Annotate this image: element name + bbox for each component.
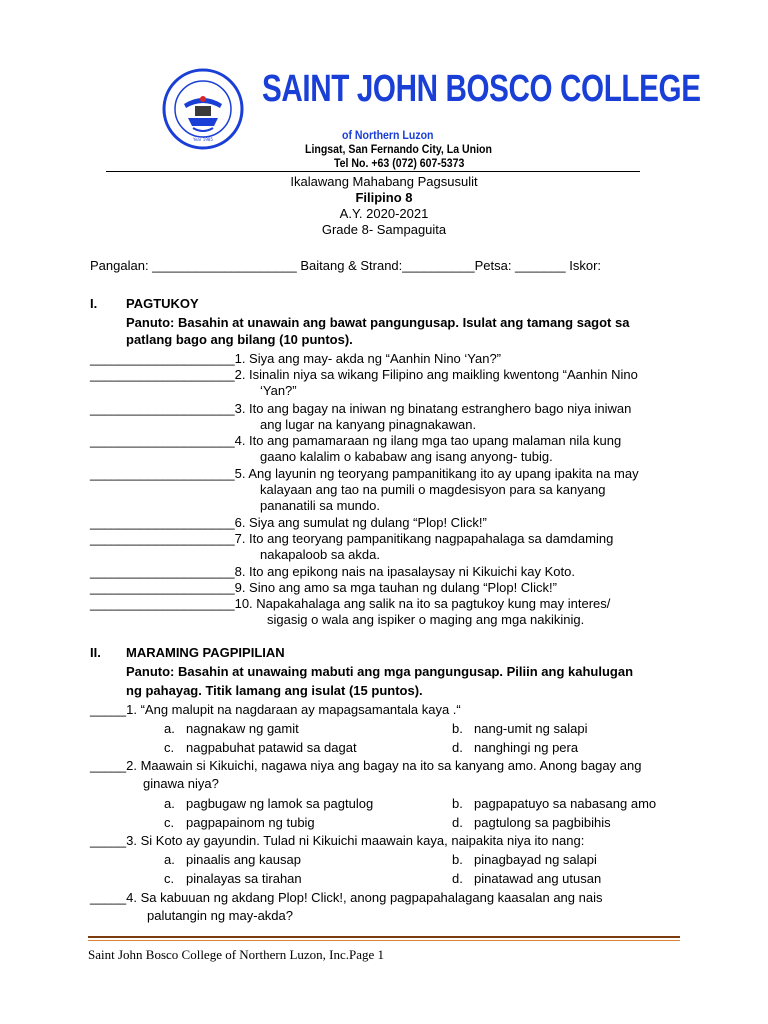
part2-question-3: _____3. Si Koto ay gayundin. Tulad ni Kikuichi maawain kaya, naipakita niya ito nang: <box>90 833 585 848</box>
q1-option-d: nanghingi ng pera <box>474 740 579 755</box>
part1-item-7: ____________________7. Ito ang teoryang pampanitikang nagpapahalaga sa damdaming <box>90 531 614 546</box>
part2-title: MARAMING PAGPIPILIAN <box>126 645 285 660</box>
part2-instruction: Panuto: Basahin at unawaing mabuti ang mga pangungusap. Piliin ang kahulugan <box>126 664 634 679</box>
footer-rule <box>88 936 680 938</box>
footer-rule-accent <box>88 940 680 941</box>
part1-instruction: Panuto: Basahin at unawain ang bawat pangungusap. Isulat ang tamang sagot sa <box>126 315 630 330</box>
college-seal-logo <box>162 68 244 150</box>
q2-option-c-letter: c. <box>164 815 175 830</box>
q2-option-b-letter: b. <box>452 796 463 811</box>
header-rule <box>106 171 640 172</box>
part2-number: II. <box>90 645 101 660</box>
part1-item-6: ____________________6. Siya ang sumulat ng dulang “Plop! Click!” <box>90 515 487 530</box>
college-telephone: Tel No. +63 (072) 607-5373 <box>334 156 465 170</box>
part1-item-2-cont: ‘Yan?” <box>260 383 297 398</box>
q3-option-c-letter: c. <box>164 871 175 886</box>
q2-option-a-letter: a. <box>164 796 175 811</box>
student-info-line: Pangalan: ____________________ Baitang & Strand:__________Petsa: _______ Iskor: <box>90 258 602 273</box>
part1-item-9: ____________________9. Sino ang amo sa mga tauhan ng dulang “Plop! Click!” <box>90 580 557 595</box>
part1-item-5-cont: kalayaan ang tao na pumili o magdesisyon para sa kanyang <box>260 482 606 497</box>
q3-option-a: pinaalis ang kausap <box>186 852 301 867</box>
part1-instruction-cont: patlang bago ang bilang (10 puntos). <box>126 332 353 347</box>
part2-question-4-cont: palutangin ng may-akda? <box>147 908 293 923</box>
q3-option-a-letter: a. <box>164 852 175 867</box>
q3-option-d: pinatawad ang utusan <box>474 871 602 886</box>
part2-instruction-cont: ng pahayag. Titik lamang ang isulat (15 puntos). <box>126 683 423 698</box>
q3-option-b-letter: b. <box>452 852 463 867</box>
part1-number: I. <box>90 296 98 311</box>
q2-option-d: pagtulong sa pagbibihis <box>474 815 611 830</box>
part1-item-5-cont2: pananatili sa mundo. <box>260 498 380 513</box>
part1-item-10-cont: sigasig o wala ang ispiker o maging ang mga nakikinig. <box>267 612 585 627</box>
q1-option-d-letter: d. <box>452 740 463 755</box>
part2-question-1: _____1. “Ang malupit na nagdaraan ay mapagsamantala kaya .“ <box>90 702 461 717</box>
part1-item-3-cont: ang lugar na kanyang pinagnakawan. <box>260 417 477 432</box>
exam-academic-year: A.Y. 2020-2021 <box>339 206 429 221</box>
q2-option-b: pagpapatuyo sa nabasang amo <box>474 796 657 811</box>
part1-item-4-cont: gaano kalalim o kababaw ang isang anyong- tubig. <box>260 449 553 464</box>
part1-item-1: ____________________1. Siya ang may- akda ng “Aanhin Nino ‘Yan?” <box>90 351 502 366</box>
q1-option-a-letter: a. <box>164 721 175 736</box>
q2-option-c: pagpapainom ng tubig <box>186 815 315 830</box>
part1-item-10: ____________________10. Napakahalaga ang salik na ito sa pagtukoy kung may interes/ <box>90 596 611 611</box>
q2-option-d-letter: d. <box>452 815 463 830</box>
college-name: SAINT JOHN BOSCO COLLEGE <box>262 68 701 110</box>
svg-text:Year 1985: Year 1985 <box>193 137 213 142</box>
page-footer: Saint John Bosco College of Northern Luzon, Inc.Page 1 <box>88 947 385 962</box>
part1-item-7-cont: nakapaloob sa akda. <box>260 547 380 562</box>
part2-question-2-cont: ginawa niya? <box>143 776 219 791</box>
part1-item-3: ____________________3. Ito ang bagay na iniwan ng binatang estranghero bago niya iniwan <box>90 401 632 416</box>
part1-item-5: ____________________5. Ang layunin ng teoryang pampanitikang ito ay upang ipakita na may <box>90 466 639 481</box>
college-address: Lingsat, San Fernando City, La Union <box>305 142 492 156</box>
part2-question-2: _____2. Maawain si Kikuichi, nagawa niya ang bagay na ito sa kanyang amo. Anong bagay ang <box>90 758 642 773</box>
exam-subject: Filipino 8 <box>355 190 413 205</box>
exam-title: Ikalawang Mahabang Pagsusulit <box>290 174 478 189</box>
q1-option-a: nagnakaw ng gamit <box>186 721 299 736</box>
q1-option-b: nang-umit ng salapi <box>474 721 588 736</box>
q3-option-c: pinalayas sa tirahan <box>186 871 302 886</box>
q1-option-b-letter: b. <box>452 721 463 736</box>
part1-item-2: ____________________2. Isinalin niya sa wikang Filipino ang maikling kwentong “Aanhin Nino <box>90 367 638 382</box>
college-subtitle: of Northern Luzon <box>342 128 434 142</box>
q2-option-a: pagbugaw ng lamok sa pagtulog <box>186 796 374 811</box>
q1-option-c-letter: c. <box>164 740 175 755</box>
q3-option-d-letter: d. <box>452 871 463 886</box>
part1-item-8: ____________________8. Ito ang epikong nais na ipasalaysay ni Kikuichi kay Koto. <box>90 564 575 579</box>
exam-grade-section: Grade 8- Sampaguita <box>321 222 447 237</box>
q1-option-c: nagpabuhat patawid sa dagat <box>186 740 357 755</box>
q3-option-b: pinagbayad ng salapi <box>474 852 597 867</box>
part2-question-4: _____4. Sa kabuuan ng akdang Plop! Click!, anong pagpapahalagang kaasalan ang nais <box>90 890 603 905</box>
part1-title: PAGTUKOY <box>126 296 199 311</box>
part1-item-4: ____________________4. Ito ang pamamaraan ng ilang mga tao upang malaman nila kung <box>90 433 622 448</box>
